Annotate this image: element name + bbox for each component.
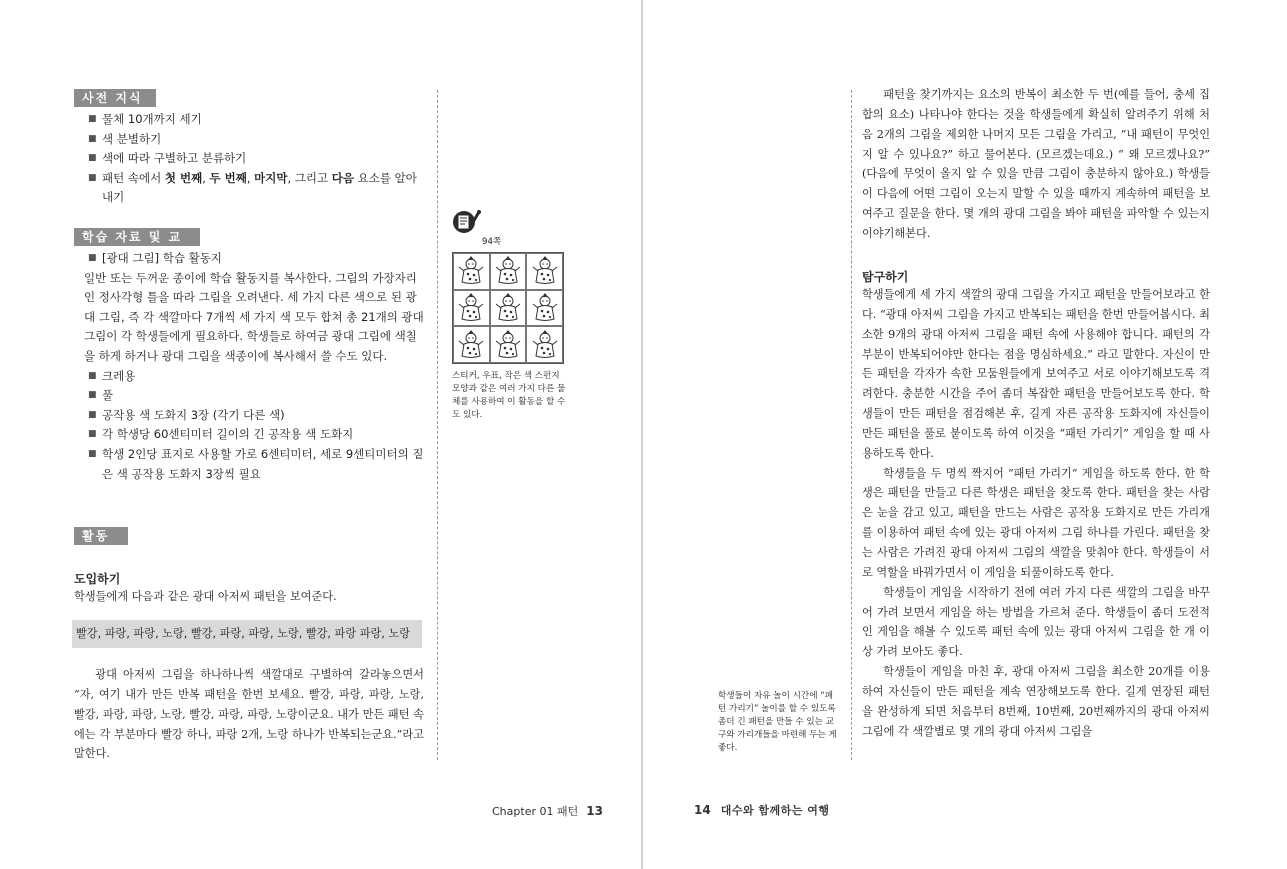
page-spine: [641, 0, 643, 869]
right-para-1: 패턴을 찾기까지는 요소의 반복이 최소한 두 번(예를 들어, 충세 집합의 요소) 나타나야 한다는 것을 학생들에게 확실히 알려주기 위해 처음 2개의 그림을 제외한 나머지 모든 그림을 가리고, “내 패턴이 무엇인지 알 수 있나요?” 하고 물어본다. (모르겠는데요.) “ 왜 모르겠나요?” (다음에 무엇이 올지 알 수 있을 만큼 그림이 충분하지 않아요.) 학생들이 다음에 어떤 그림이 오는지 말할 수 있을 때까지 계속하여 패턴을 보여주고 질문을 한다. 몇 개의 광대 그림을 봐야 패턴을 파악할 수 있는지 이야기해본다.: [862, 88, 1210, 240]
activity-sheet-icon: [452, 208, 482, 236]
clown-icon: [526, 326, 563, 363]
sidebar-note: 학생들이 자유 놀이 시간에 “패턴 가리기” 놀이를 할 수 있도록 좀더 긴 패턴을 만들 수 있는 교구와 가리개들을 마련해 두는 게 좋다.: [718, 691, 837, 753]
list-item: ■ 색에 따라 구별하고 분류하기: [88, 149, 424, 169]
clown-icon: [453, 290, 490, 327]
worksheet-description: 일반 또는 두꺼운 종이에 학습 활동지를 복사한다. 그림의 가장자리인 정사각형 틀을 따라 그림을 오려낸다. 세 가지 다른 색으로 된 광대 그림, 즉 각 색깔마다 7개씩 세 가지 색 모두 합쳐 총 21개의 광대 그림이 각 학생들에게 필요하다. 학생들로 하여금 광대 그림에 색칠을 하게 하거나 광대 그림을 색종이에 복사해서 쓸 수도 있다.: [84, 270, 424, 363]
clown-icon: [453, 253, 490, 290]
intro-paragraph: 광대 아저씨 그림을 하나하나씩 색깔대로 구별하여 갈라놓으면서 “자, 여기 내가 만든 반복 패턴을 한번 보세요. 빨강, 파랑, 파랑, 노랑, 빨강, 파랑, 파랑, 노랑, 빨강, 파랑, 파랑, 노랑이군요. 내가 만든 패턴 속에는 각 부분마다 빨강 하나, 파랑 2개, 노랑 하나가 반복되는군요.”라고 말한다.: [74, 668, 424, 761]
sidebar-caption: 스티커, 우표, 작은 색 스펀지 모양과 같은 여러 가지 다른 물체를 사용하여 이 활동을 할 수도 있다.: [452, 371, 566, 420]
explore-subheading: 탐구하기: [862, 270, 909, 284]
right-body: 학생들에게 세 가지 색깔의 광대 그림을 가지고 패턴을 만들어보라고 한다. “광대 아저씨 그림을 가지고 반복되는 패턴을 한번 만들어봅시다. 최소한 9개의 광대 아저씨 그림을 패턴 속에 사용해야 합니다. 패턴의 각 부분이 반복되어야만 한다는 점을 명심하세요.” 라고 말한다. 자신이 만든 패턴을 각자가 속한 모둠원들에게 보여주고 서로 이야기해보도록 격려한다. 충분한 시간을 주어 좀더 복잡한 패턴을 만들어보도록 한다. 학생들이 만든 패턴을 점검해본 후, 길게 자른 공작용 도화지에 자신들이 만든 패턴을 풀로 붙이도록 하여 이것을 “패턴 가리기” 게임을 할 때 사용하도록 한다. 학생들을 두 명씩 짝지어 “패턴 가리기” 게임을 하도록 한다. 한 학생은 패턴을 만들고 다른 학생은 패턴을 찾도록 한다. 패턴을 찾는 사람은 눈을 감고 있고, 패턴을 만드는 사람은 공작용 도화지로 만든 가리개를 이용하여 패턴 속에 있는 광대 아저씨 그림 하나를 가린다. 패턴을 찾는 사람은 가려진 광대 아저씨 그림의 색깔을 맞춰야 한다. 학생들이 서로 역할을 바꿔가면서 이 게임을 되풀이하도록 한다. 학생들이 게임을 시작하기 전에 여러 가지 다른 색깔의 그림을 바꾸어 가려 보면서 게임을 하는 방법을 가르쳐 준다. 학생들이 좀더 도전적인 게임을 해볼 수 있도록 패턴 속에 있는 광대 아저씨 그림을 한 개 이상 가려 보아도 좋다. 학생들이 게임을 마친 후, 광대 아저씨 그림을 최소한 20개를 이용하여 자신들이 만든 패턴을 계속 연장해보도록 한다. 길게 연장된 패턴을 완성하게 되면 처음부터 8번째, 10번째, 20번째까지의 광대 아저씨 그림에 각 색깔별로 몇 개의 광대 아저씨 그림을: [862, 288, 1210, 738]
list-item: ■ 물체 10개까지 세기: [88, 110, 424, 130]
list-item: ■ [광대 그림] 학습 활동지: [88, 249, 424, 269]
page-number: 13: [586, 804, 603, 818]
clown-icon: [490, 253, 527, 290]
clown-grid-thumbnail: [452, 252, 564, 364]
list-item: ■ 크레용: [88, 367, 424, 387]
clown-icon: [453, 326, 490, 363]
list-item: ■ 학생 2인당 표지로 사용할 가로 6센티미터, 세로 9센티미터의 짙은 색 공작용 도화지 3장씩 필요: [88, 445, 424, 484]
materials-list: [84, 249, 424, 484]
page-reference: 94쪽: [482, 237, 502, 247]
clown-icon: [526, 290, 563, 327]
right-column-divider: [851, 90, 852, 760]
list-item: ■ 풀: [88, 386, 424, 406]
list-item: ■ 색 분별하기: [88, 130, 424, 150]
intro-text: 학생들에게 다음과 같은 광대 아저씨 패턴을 보여준다.: [74, 590, 337, 603]
right-footer: [694, 802, 830, 818]
clown-icon: [490, 326, 527, 363]
materials-heading: 학습 자료 및 교구: [74, 228, 200, 246]
clown-icon: [490, 290, 527, 327]
list-item: ■ 공작용 색 도화지 3장 (각기 다른 색): [88, 406, 424, 426]
prior-knowledge-heading: 사전 지식: [74, 89, 156, 107]
activity-heading: 활동: [74, 527, 128, 545]
left-footer: [492, 803, 603, 819]
list-item: ■ 각 학생당 60센티미터 길이의 긴 공작용 색 도화지: [88, 425, 424, 445]
left-column-divider: [437, 90, 438, 760]
prior-knowledge-list: [88, 110, 424, 208]
clown-icon: [526, 253, 563, 290]
book-title: 대수와 함께하는 여행: [720, 804, 830, 817]
color-pattern-box: 빨강, 파랑, 파랑, 노랑, 빨강, 파랑, 파랑, 노랑, 빨강, 파랑 파랑, 노랑: [72, 620, 422, 648]
intro-subheading: 도입하기: [74, 572, 121, 586]
list-item: ■ 패턴 속에서 첫 번째, 두 번째, 마지막, 그리고 다음 요소를 알아내기: [88, 169, 424, 208]
page-number: 14: [694, 803, 711, 817]
chapter-label: Chapter 01 패턴: [492, 805, 579, 818]
